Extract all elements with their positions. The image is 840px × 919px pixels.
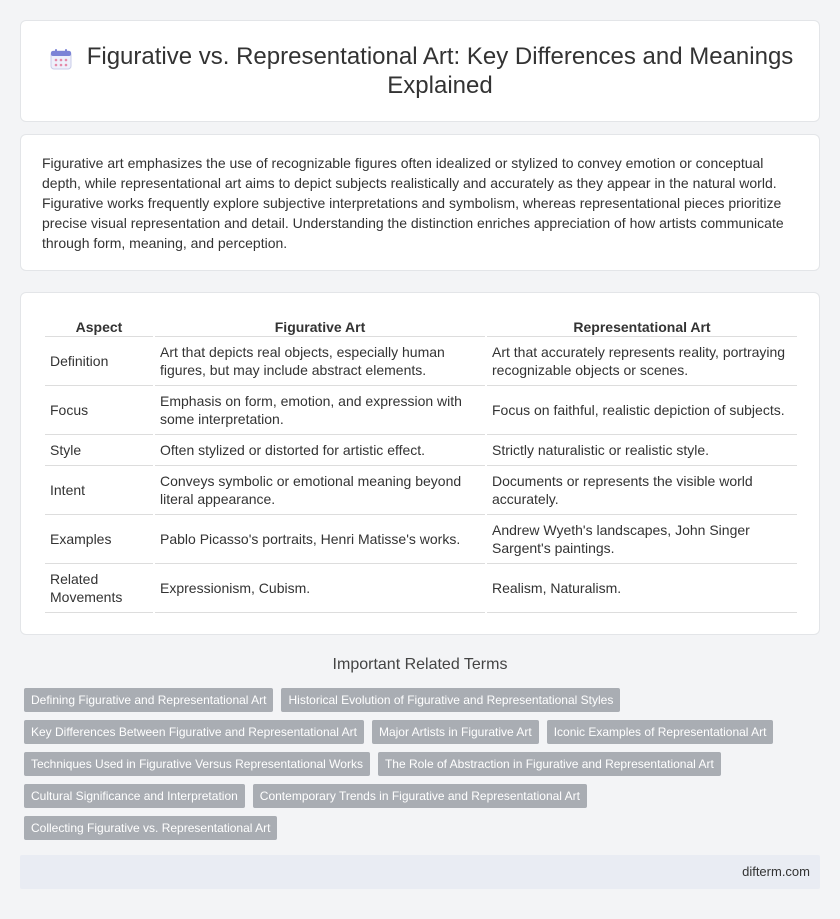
table-row [45, 466, 797, 515]
representational-cell: Documents or represents the visible world accurately. [487, 466, 797, 515]
table-row [45, 515, 797, 564]
figurative-cell: Art that depicts real objects, especially human figures, but may include abstract elements. [155, 337, 485, 386]
aspect-cell: Examples [45, 515, 153, 564]
header-aspect: Aspect [45, 313, 153, 337]
related-term-tag[interactable]: Historical Evolution of Figurative and Representational Styles [281, 688, 620, 712]
page-title: Figurative vs. Representational Art: Key Differences and Meanings Explained [86, 43, 794, 99]
aspect-cell: Focus [45, 386, 153, 435]
aspect-cell: Definition [45, 337, 153, 386]
header-figurative: Figurative Art [155, 313, 485, 337]
table-row [45, 564, 797, 613]
representational-cell: Strictly naturalistic or realistic style. [487, 435, 797, 466]
related-term-tag[interactable]: Techniques Used in Figurative Versus Representational Works [24, 752, 370, 776]
related-term-tag[interactable]: Major Artists in Figurative Art [372, 720, 539, 744]
figurative-cell: Emphasis on form, emotion, and expression with some interpretation. [155, 386, 485, 435]
footer [20, 855, 820, 889]
comparison-table-card [20, 292, 820, 635]
aspect-cell: Style [45, 435, 153, 466]
representational-cell: Art that accurately represents reality, portraying recognizable objects or scenes. [487, 337, 797, 386]
representational-cell: Andrew Wyeth's landscapes, John Singer Sargent's paintings. [487, 515, 797, 564]
related-term-tag[interactable]: Contemporary Trends in Figurative and Representational Art [253, 784, 587, 808]
table-row [45, 337, 797, 386]
related-term-tag[interactable]: Defining Figurative and Representational Art [24, 688, 273, 712]
intro-card [20, 134, 820, 271]
figurative-cell: Often stylized or distorted for artistic effect. [155, 435, 485, 466]
table-row [45, 386, 797, 435]
figurative-cell: Conveys symbolic or emotional meaning beyond literal appearance. [155, 466, 485, 515]
related-term-tag[interactable]: Collecting Figurative vs. Representational Art [24, 816, 277, 840]
aspect-cell: Intent [45, 466, 153, 515]
figurative-cell: Pablo Picasso's portraits, Henri Matisse's works. [155, 515, 485, 564]
figurative-cell: Expressionism, Cubism. [155, 564, 485, 613]
related-terms-title: Important Related Terms [332, 656, 508, 673]
related-term-tag[interactable]: The Role of Abstraction in Figurative and Representational Art [378, 752, 721, 776]
related-terms-list [24, 688, 824, 848]
representational-cell: Realism, Naturalism. [487, 564, 797, 613]
related-term-tag[interactable]: Iconic Examples of Representational Art [547, 720, 774, 744]
table-row [45, 435, 797, 466]
comparison-table [43, 313, 799, 613]
table-header-row [45, 313, 797, 337]
footer-site-link[interactable]: difterm.com [742, 864, 810, 879]
header-card [20, 20, 820, 122]
aspect-cell: Related Movements [45, 564, 153, 613]
related-term-tag[interactable]: Key Differences Between Figurative and Representational Art [24, 720, 364, 744]
representational-cell: Focus on faithful, realistic depiction of subjects. [487, 386, 797, 435]
related-term-tag[interactable]: Cultural Significance and Interpretation [24, 784, 245, 808]
intro-text: Figurative art emphasizes the use of recognizable figures often idealized or stylized to convey emotion or conceptual depth, while representational art aims to depict subjects realistically and accurately as they appear in the natural world. Figurative works frequently explore subjective interpretations and symbolism, whereas representational pieces prioritize precise visual representation and detail. Understanding the distinction enriches appreciation of how artists communicate through form, meaning, and perception. [42, 155, 784, 251]
header-representational: Representational Art [487, 313, 797, 337]
